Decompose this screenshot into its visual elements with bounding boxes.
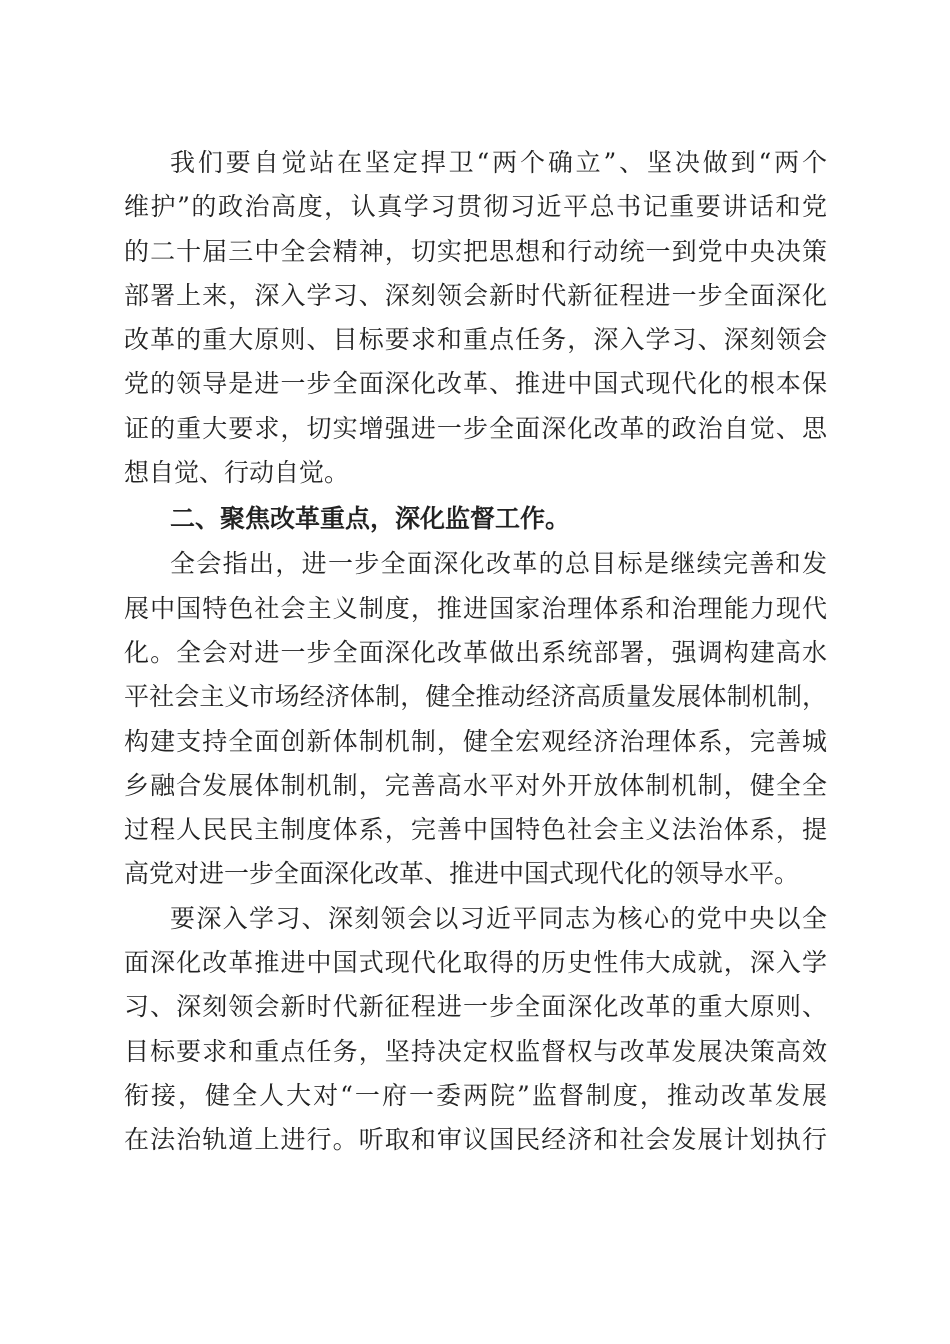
text-line: 衔接，健全人大对“一府一委两院”监督制度，推动改革发展 (124, 1080, 827, 1110)
text-line: 平社会主义市场经济体制，健全推动经济高质量发展体制机制， (124, 682, 827, 712)
text-line: 构建支持全面创新体制机制，健全宏观经济治理体系，完善城 (124, 726, 827, 756)
text-line: 在法治轨道上进行。听取和审议国民经济和社会发展计划执行 (124, 1125, 827, 1155)
section-heading: 二、聚焦改革重点，深化监督工作。 (170, 504, 571, 534)
paragraph-2 (124, 542, 827, 896)
text-line: 全会指出，进一步全面深化改革的总目标是继续完善和发 (170, 549, 827, 579)
text-line: 习、深刻领会新时代新征程进一步全面深化改革的重大原则、 (124, 992, 827, 1022)
text-line: 化。全会对进一步全面深化改革做出系统部署，强调构建高水 (124, 637, 827, 667)
text-line: 部署上来，深入学习、深刻领会新时代新征程进一步全面深化 (124, 280, 827, 310)
text-line: 党的领导是进一步全面深化改革、推进中国式现代化的根本保 (124, 369, 827, 399)
text-line: 面深化改革推进中国式现代化取得的历史性伟大成就，深入学 (124, 948, 827, 978)
text-line: 目标要求和重点任务，坚持决定权监督权与改革发展决策高效 (124, 1036, 827, 1066)
text-line: 证的重大要求，切实增强进一步全面深化改革的政治自觉、思 (124, 413, 827, 443)
text-line: 乡融合发展体制机制，完善高水平对外开放体制机制，健全全 (124, 770, 827, 800)
text-line: 维护”的政治高度，认真学习贯彻习近平总书记重要讲话和党 (124, 192, 827, 222)
text-line: 展中国特色社会主义制度，推进国家治理体系和治理能力现代 (124, 593, 827, 623)
text-line: 的二十届三中全会精神，切实把思想和行动统一到党中央决策 (124, 236, 827, 266)
paragraph-1 (124, 141, 827, 495)
document-body (124, 141, 827, 1163)
text-line: 我们要自觉站在坚定捍卫“两个确立”、坚决做到“两个 (170, 148, 827, 177)
text-line: 改革的重大原则、目标要求和重点任务，深入学习、深刻领会 (124, 325, 827, 355)
text-line: 想自觉、行动自觉。 (124, 458, 350, 488)
text-line: 要深入学习、深刻领会以习近平同志为核心的党中央以全 (170, 903, 827, 933)
paragraph-3 (124, 897, 827, 1163)
text-line: 过程人民民主制度体系，完善中国特色社会主义法治体系，提 (124, 815, 827, 845)
text-line: 高党对进一步全面深化改革、推进中国式现代化的领导水平。 (124, 859, 800, 889)
